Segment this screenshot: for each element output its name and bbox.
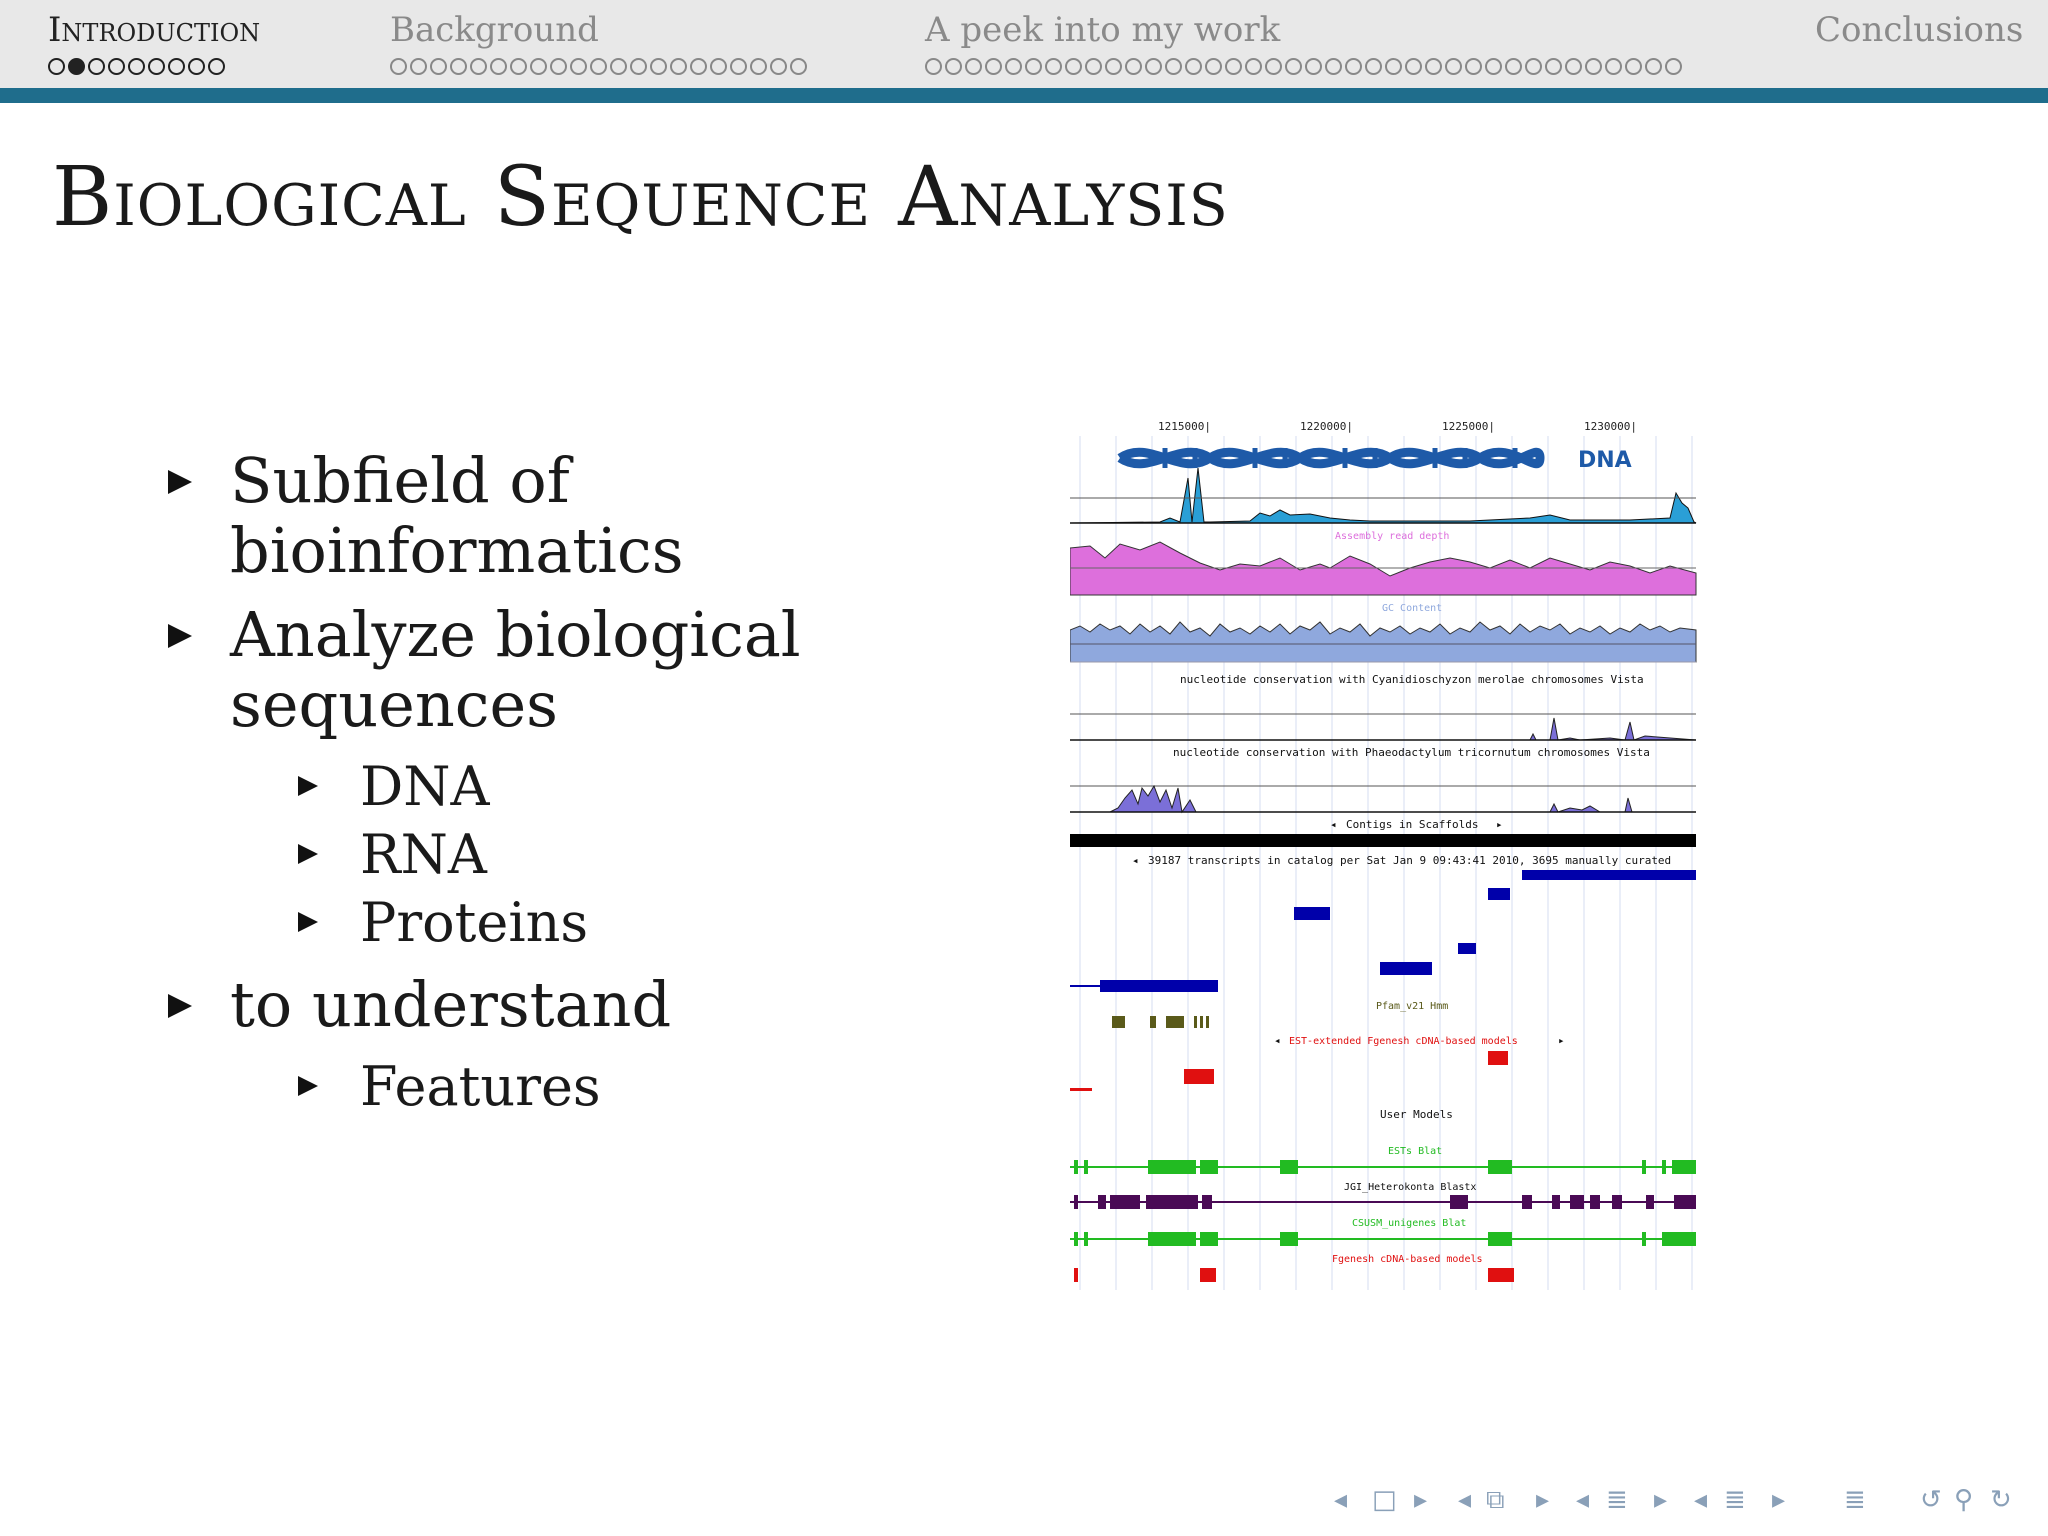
nav-progress-dot[interactable] <box>1625 58 1642 75</box>
nav-progress-dot[interactable] <box>1225 58 1242 75</box>
nav-progress-dot[interactable] <box>965 58 982 75</box>
nav-progress-dot[interactable] <box>710 58 727 75</box>
nav-progress-dot[interactable] <box>1325 58 1342 75</box>
nav-progress-dot[interactable] <box>48 58 65 75</box>
ests-blat-track <box>1070 1160 1696 1193</box>
conservation-track-2 <box>1070 746 1696 812</box>
nav-progress-dot[interactable] <box>1085 58 1102 75</box>
right-arrow-icon[interactable]: ▸ <box>1536 1485 1550 1515</box>
presentation-icon[interactable]: ≣ <box>1724 1485 1746 1515</box>
nav-progress-dot[interactable] <box>410 58 427 75</box>
nav-progress-dot[interactable] <box>1445 58 1462 75</box>
nav-progress-dot[interactable] <box>128 58 145 75</box>
est-fgenesh-track <box>1070 1034 1565 1157</box>
nav-progress-dot[interactable] <box>1485 58 1502 75</box>
nav-progress-dot[interactable] <box>590 58 607 75</box>
ruler-label: 1230000| <box>1584 420 1637 433</box>
page-title: Biological Sequence Analysis <box>52 150 1229 245</box>
bullet-triangle-icon <box>298 844 318 864</box>
track-label: JGI_Heterokonta Blastx <box>1344 1182 1477 1193</box>
transcripts-track <box>1070 854 1696 1028</box>
nav-progress-dot[interactable] <box>1205 58 1222 75</box>
track-label: EST-extended Fgenesh cDNA-based models <box>1289 1036 1518 1047</box>
ruler-label: 1225000| <box>1442 420 1495 433</box>
bullet-item <box>160 600 980 740</box>
nav-section-conclusions[interactable] <box>1815 8 2023 52</box>
sub-bullet-item <box>290 822 980 888</box>
nav-progress-dot[interactable] <box>1005 58 1022 75</box>
beamer-navigation-controls <box>1330 1480 2030 1520</box>
nav-progress-dot[interactable] <box>670 58 687 75</box>
read-depth-track <box>1070 468 1696 542</box>
bullet-triangle-icon <box>298 912 318 932</box>
sub-bullet-text: RNA <box>360 823 487 886</box>
nav-progress-dot[interactable] <box>925 58 942 75</box>
right-arrow-icon[interactable]: ▸ <box>1772 1485 1786 1515</box>
subsection-icon[interactable]: ⧉ <box>1486 1485 1505 1515</box>
nav-progress-dot[interactable] <box>1265 58 1282 75</box>
nav-section-label[interactable]: Conclusions <box>1815 10 2024 50</box>
dna-label: DNA <box>1578 448 1632 473</box>
bullet-list <box>160 446 980 1122</box>
nav-progress-dot[interactable] <box>108 58 125 75</box>
nav-progress-dot[interactable] <box>390 58 407 75</box>
nav-progress-dot[interactable] <box>1645 58 1662 75</box>
nav-section-peek-into-my-work[interactable] <box>925 8 1682 75</box>
nav-progress-dot[interactable] <box>1465 58 1482 75</box>
svg-text:◂: ◂ <box>1274 1034 1281 1047</box>
nav-progress-dot[interactable] <box>985 58 1002 75</box>
section-icon[interactable]: ≣ <box>1606 1485 1628 1515</box>
pfam-features <box>1112 1016 1209 1028</box>
nav-progress-dot[interactable] <box>1305 58 1322 75</box>
track-label: Assembly read depth <box>1335 531 1450 542</box>
nav-progress-dot[interactable] <box>1505 58 1522 75</box>
csusm-track <box>1070 1232 1696 1265</box>
sub-bullet-text: Features <box>360 1055 601 1118</box>
track-label: 39187 transcripts in catalog per Sat Jan 9 09:43:41 2010, 3695 manually curated <box>1148 854 1672 867</box>
nav-progress-dot[interactable] <box>430 58 447 75</box>
conservation-track-1 <box>1070 673 1696 740</box>
svg-text:▸: ▸ <box>1496 818 1503 831</box>
nav-progress-dot[interactable] <box>1245 58 1262 75</box>
nav-progress-dot[interactable] <box>1405 58 1422 75</box>
nav-progress-dot[interactable] <box>188 58 205 75</box>
nav-progress-dot[interactable] <box>770 58 787 75</box>
left-arrow-icon[interactable]: ◂ <box>1334 1485 1348 1515</box>
nav-progress-dot[interactable] <box>168 58 185 75</box>
left-arrow-icon[interactable]: ◂ <box>1458 1485 1472 1515</box>
track-label: Contigs in Scaffolds <box>1346 818 1479 831</box>
nav-progress-dot[interactable] <box>490 58 507 75</box>
nav-progress-dot[interactable] <box>1145 58 1162 75</box>
jgi-track <box>1070 1195 1696 1229</box>
bullet-triangle-icon <box>298 776 318 796</box>
redo-icon[interactable]: ↻ <box>1990 1485 2012 1515</box>
svg-text:▸: ▸ <box>1558 1034 1565 1047</box>
nav-progress-dot[interactable] <box>208 58 225 75</box>
search-icon[interactable]: ⚲ <box>1954 1485 1974 1515</box>
nav-progress-dot[interactable] <box>1045 58 1062 75</box>
nav-progress-dot[interactable] <box>148 58 165 75</box>
nav-progress-dot[interactable] <box>1605 58 1622 75</box>
genome-browser-figure <box>1070 418 1710 1293</box>
navigation-bar <box>0 0 2048 103</box>
track-label: nucleotide conservation with Phaeodactylum tricornutum chromosomes Vista <box>1173 746 1650 759</box>
nav-section-label[interactable]: Introduction <box>48 10 261 50</box>
nav-progress-dot[interactable] <box>570 58 587 75</box>
nav-progress-dot[interactable] <box>730 58 747 75</box>
nav-progress-dot[interactable] <box>1185 58 1202 75</box>
nav-progress-dot[interactable] <box>790 58 807 75</box>
dna-helix-icon <box>1120 448 1632 473</box>
nav-section-label[interactable]: Background <box>390 10 599 50</box>
sub-bullet-item <box>290 1054 980 1120</box>
nav-progress-dot[interactable] <box>1565 58 1582 75</box>
nav-progress-dot[interactable] <box>1285 58 1302 75</box>
nav-progress-dot[interactable] <box>1025 58 1042 75</box>
bullet-text: to understand <box>230 968 672 1041</box>
bullet-triangle-icon <box>298 1076 318 1096</box>
track-label: ESTs Blat <box>1388 1146 1443 1157</box>
ruler-label: 1220000| <box>1300 420 1353 433</box>
bullet-triangle-icon <box>168 624 192 648</box>
track-label: GC Content <box>1382 603 1443 614</box>
nav-progress-dot[interactable] <box>88 58 105 75</box>
nav-progress-dot[interactable] <box>690 58 707 75</box>
right-arrow-icon[interactable]: ▸ <box>1654 1485 1668 1515</box>
nav-progress-dot[interactable] <box>1065 58 1082 75</box>
nav-progress-dot[interactable] <box>530 58 547 75</box>
track-label: Fgenesh cDNA-based models <box>1332 1254 1483 1265</box>
track-label: User Models <box>1380 1108 1453 1121</box>
track-label: nucleotide conservation with Cyanidioschyzon merolae chromosomes Vista <box>1180 673 1644 686</box>
bullet-item <box>160 446 980 586</box>
bullet-triangle-icon <box>168 994 192 1018</box>
nav-progress-dot[interactable] <box>68 58 85 75</box>
track-label: Pfam_v21 Hmm <box>1376 1001 1449 1012</box>
nav-progress-dot[interactable] <box>650 58 667 75</box>
sub-bullet-text: Proteins <box>360 891 589 954</box>
track-label: CSUSM_unigenes Blat <box>1352 1218 1467 1229</box>
right-arrow-icon[interactable]: ▸ <box>1414 1485 1428 1515</box>
gc-content-track <box>1070 622 1696 662</box>
nav-progress-dots <box>390 58 807 75</box>
left-arrow-icon[interactable]: ◂ <box>1576 1485 1590 1515</box>
bullet-triangle-icon <box>168 470 192 494</box>
nav-progress-dot[interactable] <box>1345 58 1362 75</box>
bullet-item <box>160 970 980 1040</box>
ruler-label: 1215000| <box>1158 420 1211 433</box>
nav-progress-dot[interactable] <box>610 58 627 75</box>
assembly-track <box>1070 542 1696 614</box>
nav-progress-dot[interactable] <box>630 58 647 75</box>
nav-progress-dot[interactable] <box>1425 58 1442 75</box>
svg-text:◂: ◂ <box>1330 818 1337 831</box>
nav-progress-dots <box>48 58 260 75</box>
nav-progress-dot[interactable] <box>945 58 962 75</box>
nav-progress-dots <box>925 58 1682 75</box>
nav-progress-dot[interactable] <box>1125 58 1142 75</box>
sub-bullet-text: DNA <box>360 755 490 818</box>
contigs-track <box>1070 818 1696 847</box>
sub-bullet-item <box>290 754 980 820</box>
fgenesh-track <box>1074 1268 1514 1282</box>
sub-bullet-item <box>290 890 980 956</box>
nav-progress-dot[interactable] <box>1385 58 1402 75</box>
nav-progress-dot[interactable] <box>1165 58 1182 75</box>
bullet-text: Analyze biological <box>230 598 801 671</box>
nav-progress-dot[interactable] <box>1525 58 1542 75</box>
nav-section-introduction[interactable] <box>48 8 260 75</box>
undo-icon[interactable]: ↺ <box>1920 1485 1942 1515</box>
frame-icon[interactable]: □ <box>1372 1485 1397 1515</box>
bullet-text: sequences <box>230 668 558 741</box>
nav-progress-dot[interactable] <box>550 58 567 75</box>
nav-progress-dot[interactable] <box>750 58 767 75</box>
nav-progress-dot[interactable] <box>450 58 467 75</box>
toc-icon[interactable]: ≣ <box>1844 1485 1866 1515</box>
nav-progress-dot[interactable] <box>1585 58 1602 75</box>
ruler <box>1158 420 1637 433</box>
bullet-text: Subfield of bioinformatics <box>230 444 684 587</box>
nav-progress-dot[interactable] <box>470 58 487 75</box>
nav-section-label[interactable]: A peek into my work <box>925 10 1281 50</box>
nav-progress-dot[interactable] <box>510 58 527 75</box>
svg-text:◂: ◂ <box>1132 854 1139 867</box>
nav-section-background[interactable] <box>390 8 807 75</box>
left-arrow-icon[interactable]: ◂ <box>1694 1485 1708 1515</box>
nav-progress-dot[interactable] <box>1545 58 1562 75</box>
nav-progress-dot[interactable] <box>1365 58 1382 75</box>
nav-progress-dot[interactable] <box>1105 58 1122 75</box>
nav-progress-dot[interactable] <box>1665 58 1682 75</box>
